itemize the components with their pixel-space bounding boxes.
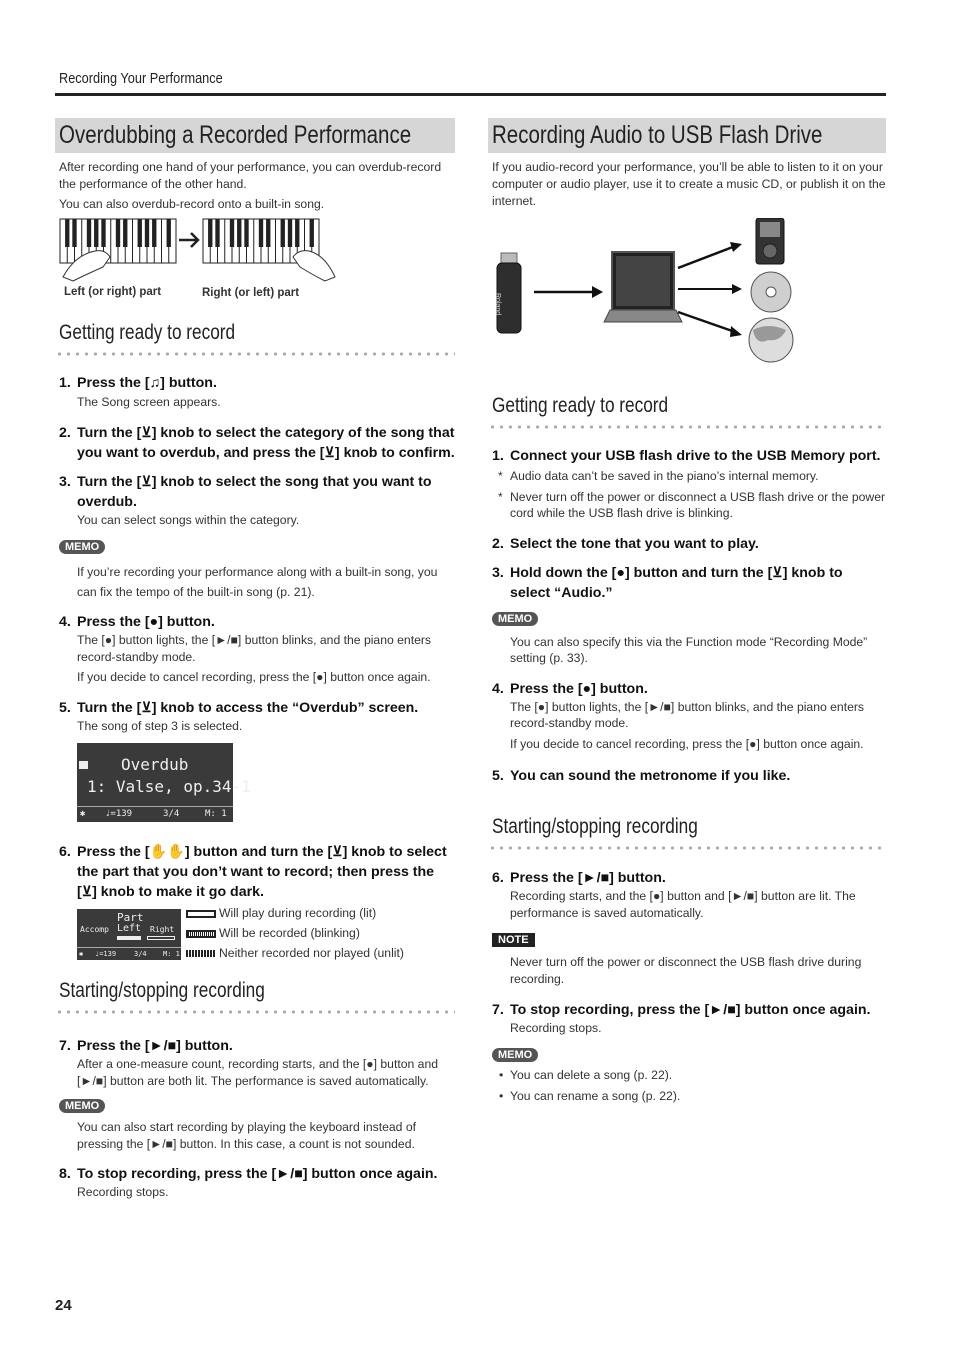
step-1-desc: The Song screen appears. xyxy=(77,395,221,409)
dotted-divider xyxy=(488,845,886,851)
dotted-divider xyxy=(55,1009,455,1015)
header-rule xyxy=(55,93,886,96)
legend-blinking-swatch xyxy=(186,930,216,938)
lcd-part-screen xyxy=(77,909,181,960)
usb-step-2: 2. Select the tone that you want to play. xyxy=(492,535,759,552)
lcd-part-beat: 3/4 xyxy=(134,950,147,958)
usb-step-4-desc-1: The [●] button lights, the [►/■] button blinks, and the piano enters record-standby mode. xyxy=(510,699,865,730)
step-4: 4. Press the [●] button. xyxy=(59,614,215,630)
lcd-part-left: Left xyxy=(117,923,142,934)
step-5: 5. Turn the [⊻] knob to access the “Overdub” screen. xyxy=(59,699,419,716)
usb-step-3: 3. Hold down the [●] button and turn the [⊻] knob to select “Audio.” xyxy=(492,564,843,601)
dotted-divider xyxy=(55,351,455,357)
step-5-desc: The song of step 3 is selected. xyxy=(77,718,243,733)
memo-1 xyxy=(55,539,455,554)
memo-badge: MEMO xyxy=(59,540,105,554)
step-1: 1. Press the [♫] button. xyxy=(59,375,217,391)
usb-workflow-figure xyxy=(488,218,886,386)
keyboard-hands-illustration xyxy=(55,215,455,285)
usb-step-5: 5. You can sound the metronome if you like. xyxy=(492,768,791,784)
step-7-desc: After a one-measure count, recording starts, and the [●] button and [►/■] button are both lit. The performance is saved automatically. xyxy=(77,1057,439,1088)
step-4-desc-1: The [●] button lights, the [►/■] button blinks, and the piano enters record-standby mode. xyxy=(77,633,432,664)
usb-step-7: 7. To stop recording, press the [►/■] button once again. xyxy=(492,1002,871,1018)
usb-step-4-desc-2: If you decide to cancel recording, press the [●] button once again. xyxy=(510,736,864,751)
lcd-measure: M: 1 xyxy=(205,809,227,819)
step-3: 3. Turn the [⊻] knob to select the song that you want to overdub. xyxy=(59,473,432,510)
intro-text-2: You can also overdub-record onto a built-in song. xyxy=(59,197,325,211)
bluetooth-icon: ✱ xyxy=(80,809,86,819)
usb-brand-label: Roland xyxy=(494,293,501,316)
left-column xyxy=(55,118,455,1201)
usb-step-4: 4. Press the [●] button. xyxy=(492,680,648,697)
lcd-song-name: 1: Valse, op.34-1 xyxy=(87,777,251,796)
step-4-desc-2: If you decide to cancel recording, press the [●] button once again. xyxy=(77,670,431,684)
page-number: 24 xyxy=(55,1297,72,1314)
usb-intro-text: If you audio-record your performance, you’ll be able to listen to it on your computer or audio player, use it to create a music CD, or publish it on the internet. xyxy=(492,160,886,208)
bluetooth-icon: ✱ xyxy=(79,950,84,958)
figure-label-right-part: Right (or left) part xyxy=(202,287,300,299)
usb-step-6-desc: Recording starts, and the [●] button and [►/■] button are lit. The performance is saved automatically. xyxy=(510,889,856,920)
legend-lit-swatch xyxy=(186,910,216,918)
overdub-figure xyxy=(55,215,455,303)
step-6: 6. Press the [✋✋] button and turn the [⊻] knob to select the part that you don’t want to record; then press the [⊻] knob to make it go dark. xyxy=(59,844,447,900)
usb-memo-2 xyxy=(488,1047,886,1062)
lcd-part-accomp: Accomp xyxy=(80,925,109,934)
intro-text-1: After recording one hand of your performance, you can overdub-record the performance of the other hand. xyxy=(59,160,442,191)
lcd-overdub-title: Overdub xyxy=(121,755,189,774)
memo-2 xyxy=(55,1098,455,1113)
usb-step-6: 6. Press the [►/■] button. xyxy=(492,870,666,886)
dotted-divider xyxy=(488,424,886,430)
note-badge: NOTE xyxy=(492,933,535,947)
memo-1-text: If you’re recording your performance along with a built-in song, you can fix the tempo of the built-in song (p. 21). xyxy=(77,565,438,599)
legend-lit-text: Will play during recording (lit) xyxy=(219,906,377,920)
usb-workflow-illustration xyxy=(488,218,886,386)
subheading-getting-ready: Getting ready to record xyxy=(59,321,236,344)
usb-step-1: 1. Connect your USB flash drive to the USB Memory port. xyxy=(492,448,881,464)
subheading-starting-stopping: Starting/stopping recording xyxy=(59,979,265,1002)
lcd-beat: 3/4 xyxy=(163,809,180,819)
usb-note xyxy=(488,932,886,947)
lcd-tempo: ♩=139 xyxy=(105,809,133,819)
section-title-usb-recording: Recording Audio to USB Flash Drive xyxy=(488,118,886,153)
usb-step-1-note-2: * Never turn off the power or disconnect a USB flash drive or the power cord while the USB flash drive is blinking. xyxy=(498,489,886,520)
legend-unlit-text: Neither recorded nor played (unlit) xyxy=(219,946,404,960)
step-2: 2. Turn the [⊻] knob to select the category of the song that you want to overdub, and press the [⊻] knob to confirm. xyxy=(59,424,455,461)
memo-badge: MEMO xyxy=(492,612,538,626)
running-header: Recording Your Performance xyxy=(59,70,223,87)
usb-memo-2-bullet-1: • You can delete a song (p. 22). xyxy=(488,1065,886,1086)
lcd-part-title: Part xyxy=(117,911,144,924)
usb-memo-1 xyxy=(488,611,886,626)
step-8: 8. To stop recording, press the [►/■] button once again. xyxy=(59,1166,438,1182)
legend-unlit-swatch xyxy=(186,950,216,957)
memo-2-text: You can also start recording by playing the keyboard instead of pressing the [►/■] button. In this case, a count is not sounded. xyxy=(77,1120,416,1151)
subheading-getting-ready-usb: Getting ready to record xyxy=(492,394,669,417)
legend-blinking-text: Will be recorded (blinking) xyxy=(219,926,360,940)
lcd-part-right: Right xyxy=(150,925,175,934)
memo-badge: MEMO xyxy=(492,1048,538,1062)
usb-memo-2-bullet-2: • You can rename a song (p. 22). xyxy=(488,1086,886,1107)
section-title-overdubbing: Overdubbing a Recorded Performance xyxy=(55,118,455,153)
usb-step-1-note-1: * Audio data can’t be saved in the piano’s internal memory. xyxy=(498,469,819,483)
step-8-desc: Recording stops. xyxy=(77,1185,169,1199)
figure-label-left-part: Left (or right) part xyxy=(64,286,162,298)
usb-memo-1-text: You can also specify this via the Function mode “Recording Mode” setting (p. 33). xyxy=(510,634,868,665)
lcd-part-tempo: ♩=139 xyxy=(95,950,117,958)
lcd-overdub-screen xyxy=(77,743,251,822)
right-column xyxy=(488,118,886,1107)
memo-badge: MEMO xyxy=(59,1099,105,1113)
lcd-minus-icon xyxy=(79,761,88,769)
usb-step-7-desc: Recording stops. xyxy=(510,1021,602,1035)
step-7: 7. Press the [►/■] button. xyxy=(59,1038,233,1054)
part-legend-block xyxy=(55,904,455,962)
subheading-starting-stopping-usb: Starting/stopping recording xyxy=(492,815,698,838)
lcd-part-measure: M: 1 xyxy=(163,950,180,958)
usb-note-text: Never turn off the power or disconnect the USB flash drive during recording. xyxy=(510,955,862,986)
step-3-desc: You can select songs within the category. xyxy=(77,512,300,527)
